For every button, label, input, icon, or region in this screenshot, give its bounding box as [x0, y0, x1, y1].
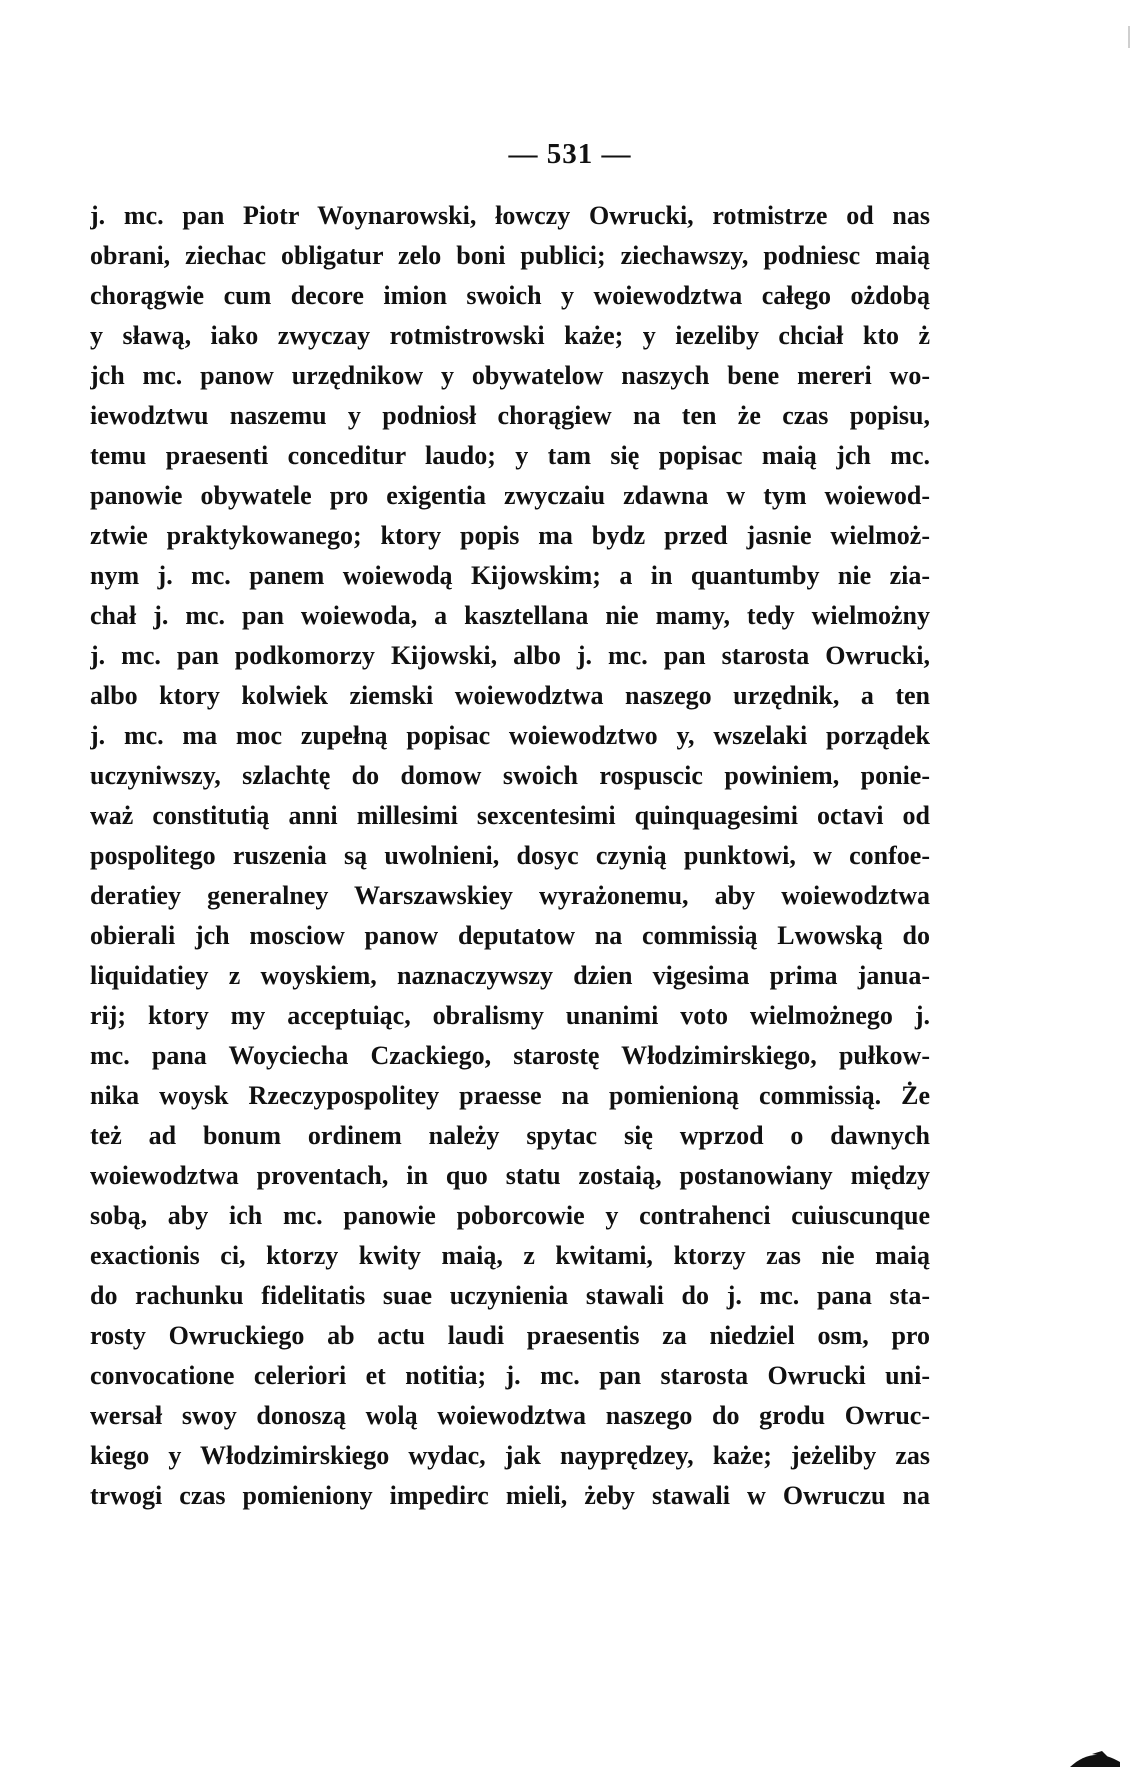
- body-text: [90, 196, 930, 1516]
- text-line: albo ktory kolwiek ziemski woiewodztwa naszego urzędnik, a ten: [90, 681, 930, 710]
- text-line: temu praesenti conceditur laudo; y tam się popisac maią jch mc.: [90, 441, 930, 470]
- text-line: chał j. mc. pan woiewoda, a kasztellana nie mamy, tedy wielmożny: [90, 601, 930, 630]
- text-line: waż constitutią anni millesimi sexcentesimi quinquagesimi octavi od: [90, 801, 930, 830]
- text-line: iewodztwu naszemu y podniosł chorągiew na ten że czas popisu,: [90, 401, 930, 430]
- scan-corner-mark: [1068, 1748, 1122, 1768]
- text-line: y sławą, iako zwyczay rotmistrowski każe; y iezeliby chciał kto ż: [90, 321, 930, 350]
- text-line: pospolitego ruszenia są uwolnieni, dosyc czynią punktowi, w confoe-: [90, 841, 930, 870]
- text-line: woiewodztwa proventach, in quo statu zostaią, postanowiany między: [90, 1161, 930, 1190]
- text-line: do rachunku fidelitatis suae uczynienia stawali do j. mc. pana sta-: [90, 1281, 930, 1310]
- text-line: j. mc. ma moc zupełną popisac woiewodztwo y, wszelaki porządek: [90, 721, 930, 750]
- text-line: j. mc. pan podkomorzy Kijowski, albo j. mc. pan starosta Owrucki,: [90, 641, 930, 670]
- text-line: jch mc. panow urzędnikow y obywatelow naszych bene mereri wo-: [90, 361, 930, 390]
- text-line: j. mc. pan Piotr Woynarowski, łowczy Owrucki, rotmistrze od nas: [90, 201, 930, 230]
- text-line: kiego y Włodzimirskiego wydac, jak nayprędzey, każe; jeżeliby zas: [90, 1441, 930, 1470]
- text-line: mc. pana Woyciecha Czackiego, starostę Włodzimirskiego, pułkow-: [90, 1041, 930, 1070]
- text-line: convocatione celeriori et notitia; j. mc. pan starosta Owrucki uni-: [90, 1361, 930, 1390]
- text-line: uczyniwszy, szlachtę do domow swoich rospuscic powiniem, ponie-: [90, 761, 930, 790]
- text-line: ztwie praktykowanego; ktory popis ma bydz przed jasnie wielmoż-: [90, 521, 930, 550]
- text-line: chorągwie cum decore imion swoich y woiewodztwa całego ożdobą: [90, 281, 930, 310]
- text-line: obrani, ziechac obligatur zelo boni publici; ziechawszy, podniesc maią: [90, 241, 930, 270]
- text-line: nika woysk Rzeczypospolitey praesse na pomienioną commissią. Że: [90, 1081, 930, 1110]
- text-line: exactionis ci, ktorzy kwity maią, z kwitami, ktorzy zas nie maią: [90, 1241, 930, 1270]
- text-line: trwogi czas pomieniony impedirc mieli, żeby stawali w Owruczu na: [90, 1481, 930, 1510]
- text-line: panowie obywatele pro exigentia zwyczaiu zdawna w tym woiewod-: [90, 481, 930, 510]
- text-line: rij; ktory my acceptuiąc, obralismy unanimi voto wielmożnego j.: [90, 1001, 930, 1030]
- text-line: nym j. mc. panem woiewodą Kijowskim; a in quantumby nie zia-: [90, 561, 930, 590]
- text-line: rosty Owruckiego ab actu laudi praesentis za niedziel osm, pro: [90, 1321, 930, 1350]
- text-line: deratiey generalney Warszawskiey wyrażonemu, aby woiewodztwa: [90, 881, 930, 910]
- text-line: też ad bonum ordinem należy spytac się wprzod o dawnych: [90, 1121, 930, 1150]
- text-line: liquidatiey z woyskiem, naznaczywszy dzien vigesima prima janua-: [90, 961, 930, 990]
- text-line: wersał swoy donoszą wolą woiewodztwa naszego do grodu Owruc-: [90, 1401, 930, 1430]
- page-number: — 531 —: [508, 138, 632, 170]
- text-line: sobą, aby ich mc. panowie poborcowie y contrahenci cuiuscunque: [90, 1201, 930, 1230]
- text-line: obierali jch mosciow panow deputatow na commissią Lwowską do: [90, 921, 930, 950]
- scan-edge-mark: [1128, 26, 1130, 48]
